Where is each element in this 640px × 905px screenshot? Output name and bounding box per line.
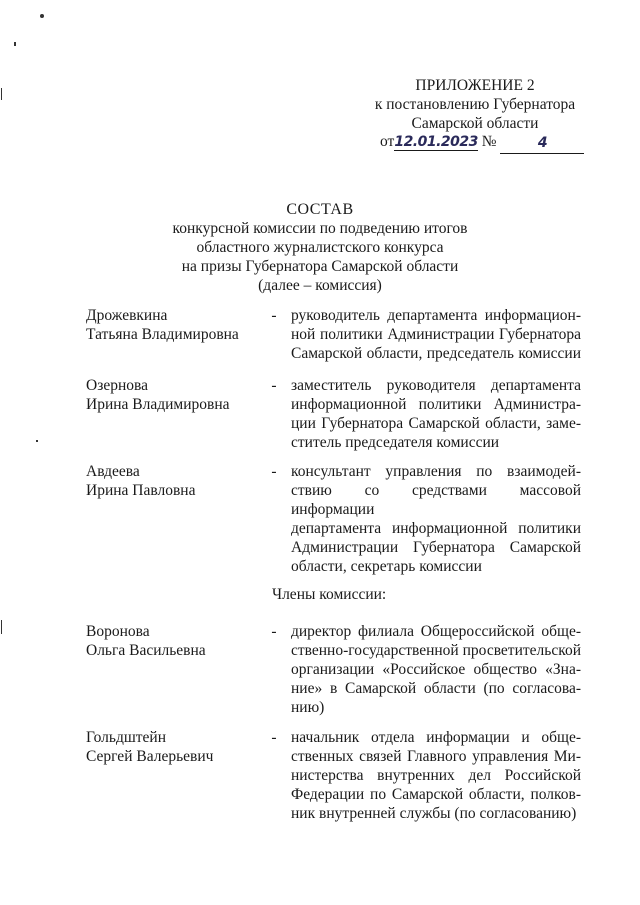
member-given-name: Татьяна Владимировна	[86, 326, 239, 343]
member-description	[291, 376, 581, 471]
member-surname: Озернова	[86, 377, 148, 394]
desc-line: ственных связей Главного управления Ми-	[291, 748, 581, 765]
member-description	[291, 306, 581, 382]
annex-line2: Самарской области	[411, 115, 539, 132]
member-dash: -	[271, 377, 277, 394]
member-given-name: Ольга Васильевна	[86, 642, 206, 659]
desc-line: Федерации по Самарской области, полков-	[291, 786, 581, 803]
desc-line: Самарской области, председатель комиссии	[291, 345, 581, 362]
annex-header	[360, 76, 590, 133]
scan-dot	[14, 42, 16, 46]
document-heading	[140, 200, 500, 295]
member-dash: -	[271, 307, 277, 324]
date-prefix: от	[380, 133, 395, 150]
desc-line: нистерства внутренних дел Российской	[291, 767, 581, 784]
member-given-name: Сергей Валерьевич	[86, 748, 214, 765]
annex-date-number	[380, 132, 584, 153]
scan-edge	[1, 88, 2, 100]
member-given-name: Ирина Владимировна	[86, 396, 230, 413]
desc-line: руководитель департамента информацион-	[291, 307, 581, 324]
heading-line3: на призы Губернатора Самарской области	[181, 258, 459, 275]
heading-line2: областного журналистского конкурса	[196, 239, 444, 256]
scan-dot	[36, 440, 38, 442]
annex-title: ПРИЛОЖЕНИЕ 2	[415, 77, 535, 94]
desc-line: ции Губернатора Самарской области, заме-	[291, 415, 581, 432]
desc-line: ствию со средствами массовой информации	[291, 482, 581, 518]
member-given-name: Ирина Павловна	[86, 482, 196, 499]
member-name	[86, 462, 261, 500]
heading-title: СОСТАВ	[286, 201, 354, 218]
desc-line: ственно-государственной просветительской	[291, 642, 581, 659]
member-description	[291, 462, 581, 595]
desc-line: заместитель руководителя департамента	[291, 377, 581, 394]
scan-edge	[1, 620, 2, 634]
number-prefix: №	[481, 133, 497, 150]
member-description	[291, 728, 581, 842]
desc-line: департамента информационной политики	[291, 520, 581, 537]
desc-line: консультант управления по взаимодей-	[291, 463, 581, 480]
annex-line1: к постановлению Губернатора	[374, 96, 576, 113]
member-dash: -	[271, 729, 277, 746]
number-handwritten: 4	[537, 135, 548, 151]
desc-line: начальник отдела информации и обще-	[291, 729, 581, 746]
desc-line: информационной политики Администра-	[291, 396, 581, 413]
heading-line4: (далее – комиссия)	[258, 277, 382, 294]
member-name	[86, 728, 261, 766]
member-dash: -	[271, 463, 277, 480]
member-description	[291, 622, 581, 736]
desc-line: директор филиала Общероссийской обще-	[291, 623, 581, 640]
desc-line: нию)	[291, 699, 325, 716]
heading-line1: конкурсной комиссии по подведению итогов	[172, 220, 468, 237]
date-handwritten: 12.01.2023	[394, 134, 478, 150]
member-dash: -	[271, 623, 277, 640]
desc-line: ститель председателя комиссии	[291, 434, 500, 451]
member-name	[86, 306, 261, 344]
member-surname: Авдеева	[86, 463, 140, 480]
members-section-label: Члены комиссии:	[272, 586, 387, 603]
member-surname: Воронова	[86, 623, 150, 640]
member-surname: Гольдштейн	[86, 729, 167, 746]
desc-line: ной политики Администрации Губернатора	[291, 326, 581, 343]
desc-line: Администрации Губернатора Самарской	[291, 539, 581, 556]
desc-line: организации «Российское общество «Зна-	[291, 661, 581, 678]
scan-dot	[40, 14, 44, 18]
desc-line: ник внутренней службы (по согласованию)	[291, 805, 577, 822]
member-name	[86, 376, 261, 414]
member-surname: Дрожевкина	[86, 307, 168, 324]
member-name	[86, 622, 261, 660]
desc-line: области, секретарь комиссии	[291, 558, 482, 575]
desc-line: ние» в Самарской области (по согласова-	[291, 680, 581, 697]
